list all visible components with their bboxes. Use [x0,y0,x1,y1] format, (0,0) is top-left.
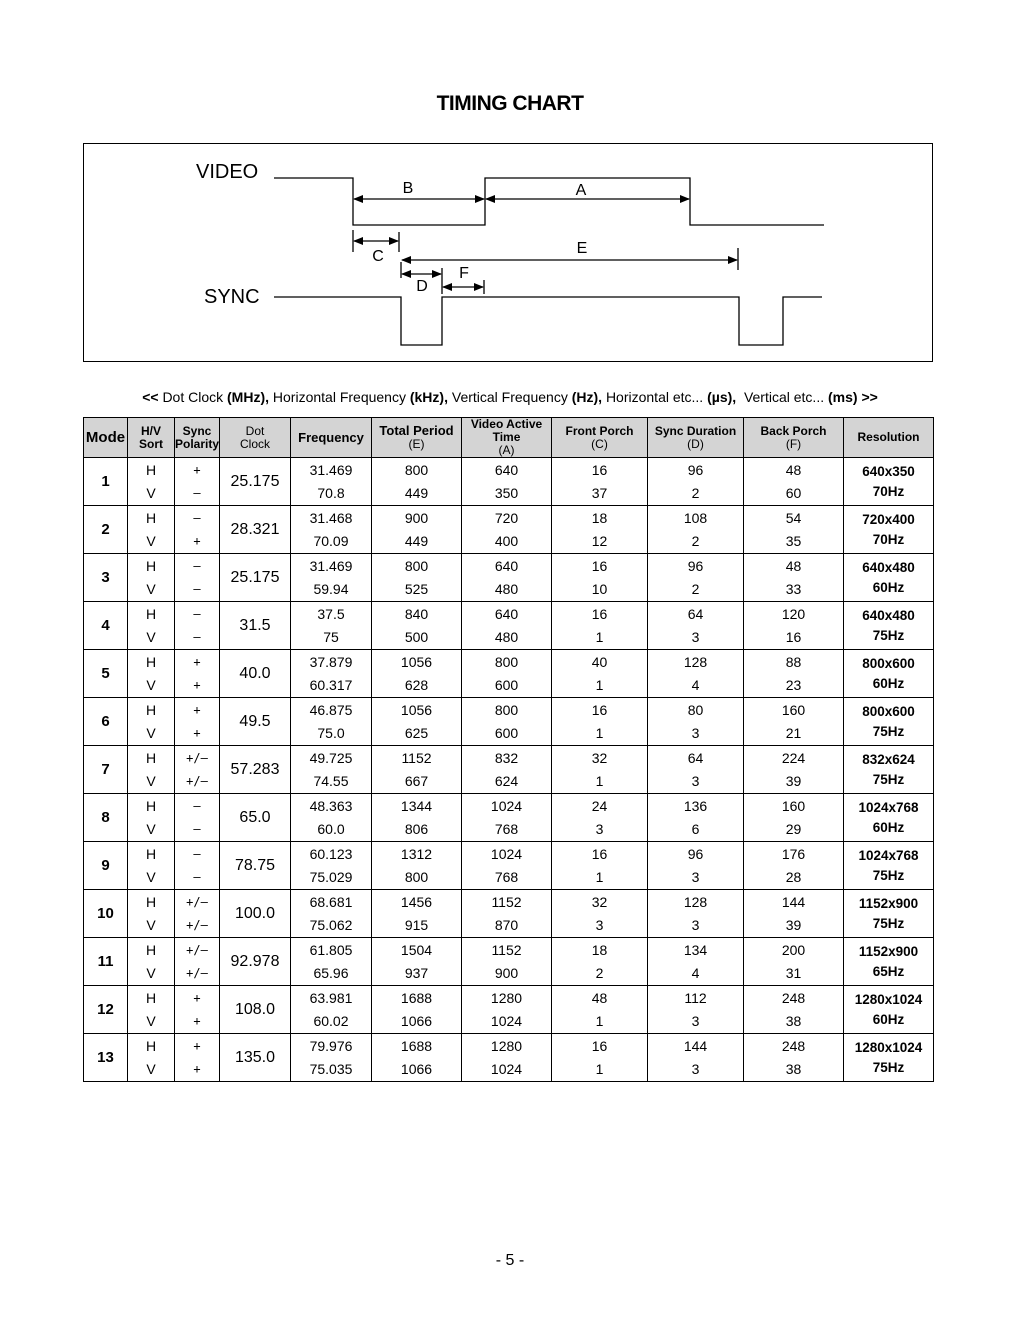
table-row: 9 H V – – 78.75 60.123 75.029 1312 800 1024 768 16 1 96 3 176 28 1024x768 75Hz [84,842,934,890]
table-row: 6 H V + + 49.5 46.875 75.0 1056 625 800 600 16 1 80 3 160 21 800x600 75Hz [84,698,934,746]
dot-clock-value: 65.0 [239,808,271,826]
table-header-row: Mode H/V Sort Sync Polarity Dot Clock Frequency Total Period (E) Video Active Time (A) Front Porch (C) Sync Duration (D) Back Porch (F) Resolution [84,418,934,458]
dot-clock-value: 31.5 [239,616,271,634]
dot-clock-value: 108.0 [234,1000,276,1018]
dot-clock-value: 49.5 [239,712,271,730]
dot-clock-value: 135.0 [234,1048,276,1066]
mode-number: 5 [101,665,110,682]
mode-number: 6 [101,713,110,730]
timing-diagram [83,143,933,362]
page-number: - 5 - [495,1252,525,1269]
timing-table [83,417,934,1082]
video-label: VIDEO [196,161,259,183]
table-row: 4 H V – – 31.5 37.5 75 840 500 640 480 16 1 64 3 120 16 640x480 75Hz [84,602,934,650]
timing-waveform [84,144,934,363]
sync-label: SYNC [204,286,260,308]
mode-number: 3 [101,569,110,586]
mode-number: 1 [101,473,110,490]
mode-number: 13 [97,1049,114,1066]
mode-number: 12 [97,1001,114,1018]
dot-clock-value: 40.0 [239,664,271,682]
sync-signal-line [274,297,822,345]
dot-clock-value: 92.978 [230,952,280,970]
dot-clock-value: 78.75 [234,856,276,874]
table-row: 12 H V + + 108.0 63.981 60.02 1688 1066 1280 1024 48 1 112 3 248 38 1280x1024 60Hz [84,986,934,1034]
dot-clock-value: 25.175 [230,472,280,490]
table-row: 1 H V + – 25.175 31.469 70.8 800 449 640 350 16 37 96 2 48 60 640x350 70Hz [84,458,934,506]
label-a: A [575,182,587,199]
table-row: 13 H V + + 135.0 79.976 75.035 1688 1066 1280 1024 16 1 144 3 248 38 1280x1024 75Hz [84,1034,934,1082]
label-b: B [402,180,414,197]
dot-clock-value: 25.175 [230,568,280,586]
label-e: E [576,240,588,257]
table-row: 3 H V – – 25.175 31.469 59.94 800 525 640 480 16 10 96 2 48 33 640x480 60Hz [84,554,934,602]
mode-number: 11 [97,953,114,970]
video-signal-line [274,178,824,225]
dot-clock-value: 100.0 [234,904,276,922]
label-c: C [372,248,384,265]
mode-number: 4 [101,617,110,634]
table-row: 7 H V +/– +/– 57.283 49.725 74.55 1152 667 832 624 32 1 64 3 224 39 832x624 75Hz [84,746,934,794]
table-row: 10 H V +/– +/– 100.0 68.681 75.062 1456 915 1152 870 32 3 128 3 144 39 1152x900 75Hz [84,890,934,938]
label-d: D [416,278,428,295]
mode-number: 9 [101,857,110,874]
mode-number: 8 [101,809,110,826]
table-row: 11 H V +/– +/– 92.978 61.805 65.96 1504 937 1152 900 18 2 134 4 200 31 1152x900 65Hz [84,938,934,986]
page-title: TIMING CHART [436,92,584,115]
mode-number: 10 [97,905,114,922]
units-legend: << Dot Clock (MHz), Horizontal Frequency (kHz), Vertical Frequency (Hz), Horizontal etc... (µs), Vertical etc... (ms) >> [142,389,878,405]
dot-clock-value: 28.321 [230,520,280,538]
table-row: 5 H V + + 40.0 37.879 60.317 1056 628 800 600 40 1 128 4 88 23 800x600 60Hz [84,650,934,698]
mode-number: 2 [101,521,110,538]
table-row: 8 H V – – 65.0 48.363 60.0 1344 806 1024 768 24 3 136 6 160 29 1024x768 60Hz [84,794,934,842]
header-mode: Mode [85,429,126,446]
mode-number: 7 [101,761,110,778]
table-row: 2 H V – + 28.321 31.468 70.09 900 449 720 400 18 12 108 2 54 35 720x400 70Hz [84,506,934,554]
dot-clock-value: 57.283 [230,760,280,778]
label-f: F [459,265,469,282]
